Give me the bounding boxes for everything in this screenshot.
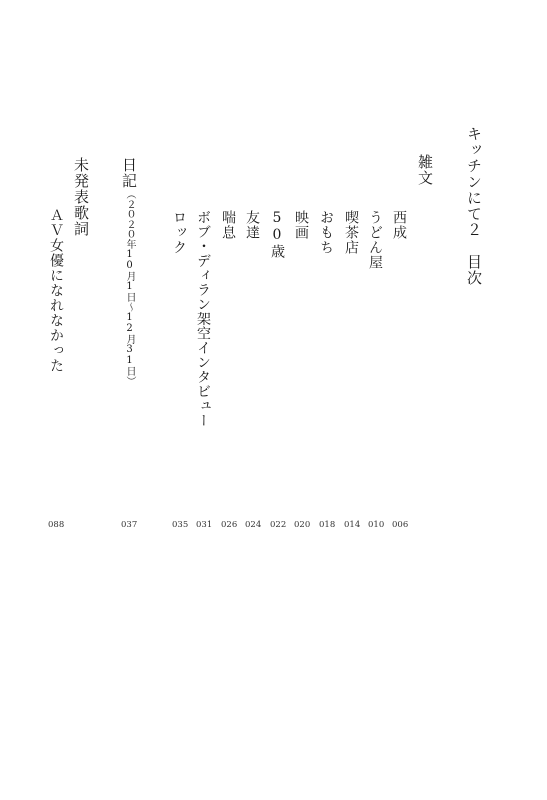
toc-item-title: ロック [171,210,187,255]
page-number: 018 [319,520,336,530]
section-heading-nikki [121,157,136,386]
toc-item-title: 喘息 [220,210,236,240]
page-number: 088 [48,520,65,530]
toc-item-title: 映画 [293,210,309,240]
toc-item-title: 50歳 [269,210,285,259]
toc-item-title: 友達 [244,210,260,240]
page-number: 020 [294,520,311,530]
toc-item-title: ボブ・ディラン架空インタビュー [195,210,211,428]
page-number: 035 [172,520,189,530]
toc-item-title: おもち [318,210,334,255]
toc-item-title: 喫茶店 [343,210,359,255]
page-number: 022 [270,520,287,530]
page-number: 037 [121,520,138,530]
page-number: 010 [368,520,385,530]
page-number: 006 [392,520,409,530]
nikki-heading: 日記 [120,157,138,189]
toc-item-title: ＡＶ女優になれなかった [48,208,64,373]
toc-item-title: 西成 [391,210,407,240]
nikki-subtitle: （２０２０年10月1日〜12月31日） [124,189,135,386]
book-title: キッチンにて２ 目次 [465,126,483,286]
page-number: 014 [344,520,361,530]
section-heading-lyrics: 未発表歌詞 [72,157,90,237]
page-number: 031 [196,520,213,530]
page-number: 024 [245,520,262,530]
toc-item-title: うどん屋 [367,210,383,270]
page-number: 026 [221,520,238,530]
section-heading-zatsubun: 雑文 [416,154,434,186]
